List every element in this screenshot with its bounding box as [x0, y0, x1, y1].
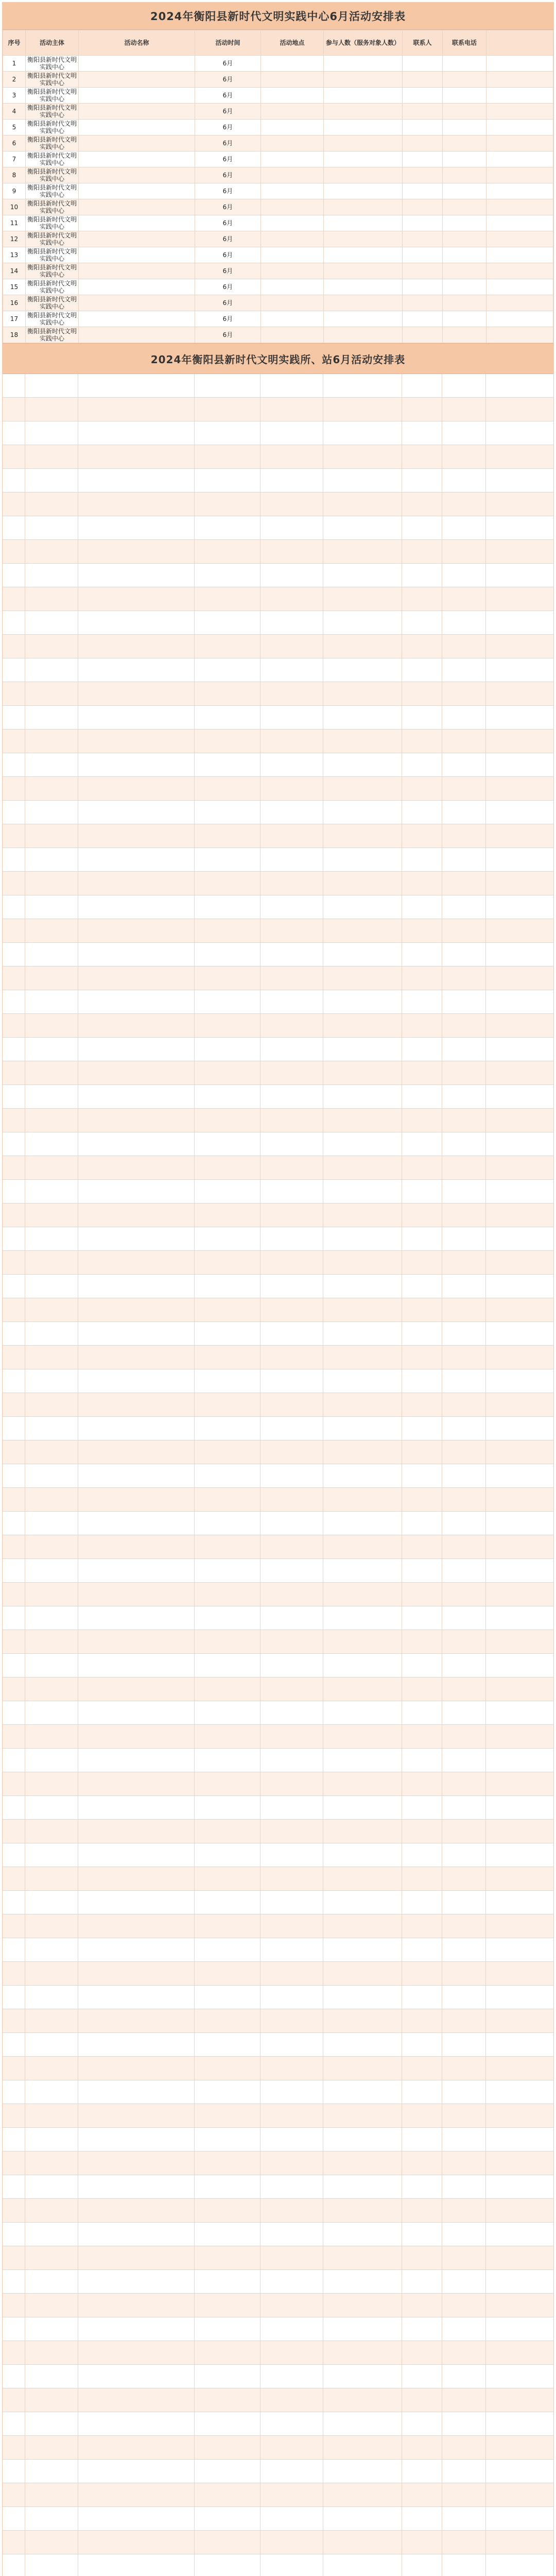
row-participants [324, 311, 403, 327]
row-phone [443, 327, 486, 343]
row-activity-name [79, 247, 195, 263]
row-time: 6月 [195, 135, 261, 151]
row-organizer: 衡阳县新时代文明实践中心 [26, 104, 79, 120]
schedule-table [3, 30, 553, 343]
row-phone [443, 135, 486, 151]
row-time: 6月 [195, 56, 261, 72]
row-extra [486, 183, 553, 199]
row-contact [403, 120, 443, 135]
row-extra [486, 215, 553, 231]
row-index: 10 [3, 199, 26, 215]
header-phone: 联系电话 [443, 30, 486, 56]
header-contact: 联系人 [403, 30, 443, 56]
row-organizer: 衡阳县新时代文明实践中心 [26, 247, 79, 263]
row-phone [443, 263, 486, 279]
row-time: 6月 [195, 231, 261, 247]
row-time: 6月 [195, 104, 261, 120]
row-phone [443, 151, 486, 167]
row-index: 2 [3, 72, 26, 88]
row-extra [486, 327, 553, 343]
table-row [3, 135, 553, 151]
row-contact [403, 88, 443, 104]
row-time: 6月 [195, 167, 261, 183]
row-extra [486, 104, 553, 120]
page-title: 2024年衡阳县新时代文明实践中心6月活动安排表 [3, 3, 553, 30]
row-participants [324, 263, 403, 279]
table-row [3, 183, 553, 199]
row-location [261, 72, 324, 88]
table-row [3, 247, 553, 263]
row-organizer: 衡阳县新时代文明实践中心 [26, 151, 79, 167]
row-participants [324, 88, 403, 104]
row-index: 7 [3, 151, 26, 167]
row-activity-name [79, 231, 195, 247]
row-time: 6月 [195, 88, 261, 104]
row-extra [486, 135, 553, 151]
row-participants [324, 56, 403, 72]
row-index: 1 [3, 56, 26, 72]
row-activity-name [79, 72, 195, 88]
row-index: 16 [3, 295, 26, 311]
row-participants [324, 151, 403, 167]
row-time: 6月 [195, 151, 261, 167]
row-location [261, 120, 324, 135]
row-organizer: 衡阳县新时代文明实践中心 [26, 135, 79, 151]
row-index: 12 [3, 231, 26, 247]
row-phone [443, 215, 486, 231]
row-phone [443, 183, 486, 199]
row-location [261, 56, 324, 72]
row-phone [443, 231, 486, 247]
row-time: 6月 [195, 263, 261, 279]
row-participants [324, 327, 403, 343]
row-participants [324, 231, 403, 247]
row-index: 15 [3, 279, 26, 295]
row-location [261, 311, 324, 327]
header-time: 活动时间 [195, 30, 261, 56]
row-extra [486, 279, 553, 295]
row-location [261, 88, 324, 104]
row-time: 6月 [195, 247, 261, 263]
row-organizer: 衡阳县新时代文明实践中心 [26, 231, 79, 247]
row-contact [403, 263, 443, 279]
row-extra [486, 56, 553, 72]
row-index: 13 [3, 247, 26, 263]
row-location [261, 199, 324, 215]
row-phone [443, 199, 486, 215]
row-time: 6月 [195, 311, 261, 327]
table-row [3, 151, 553, 167]
row-activity-name [79, 199, 195, 215]
row-participants [324, 104, 403, 120]
row-phone [443, 120, 486, 135]
row-activity-name [79, 279, 195, 295]
header-participants: 参与人数（服务对象人数） [324, 30, 403, 56]
row-extra [486, 199, 553, 215]
row-time: 6月 [195, 72, 261, 88]
table-row [3, 120, 553, 135]
table-row [3, 167, 553, 183]
row-phone [443, 295, 486, 311]
row-location [261, 295, 324, 311]
row-time: 6月 [195, 295, 261, 311]
row-organizer: 衡阳县新时代文明实践中心 [26, 327, 79, 343]
row-extra [486, 88, 553, 104]
row-location [261, 151, 324, 167]
row-participants [324, 295, 403, 311]
row-location [261, 279, 324, 295]
row-contact [403, 151, 443, 167]
row-location [261, 247, 324, 263]
row-contact [403, 56, 443, 72]
row-index: 18 [3, 327, 26, 343]
table-header-row [3, 30, 553, 56]
row-contact [403, 311, 443, 327]
row-time: 6月 [195, 279, 261, 295]
row-contact [403, 183, 443, 199]
row-index: 4 [3, 104, 26, 120]
row-location [261, 327, 324, 343]
row-activity-name [79, 88, 195, 104]
table-row [3, 88, 553, 104]
row-organizer: 衡阳县新时代文明实践中心 [26, 56, 79, 72]
table-row [3, 263, 553, 279]
activity-schedule-sheet [2, 2, 554, 2576]
row-organizer: 衡阳县新时代文明实践中心 [26, 88, 79, 104]
row-activity-name [79, 104, 195, 120]
row-extra [486, 311, 553, 327]
row-organizer: 衡阳县新时代文明实践中心 [26, 263, 79, 279]
row-participants [324, 183, 403, 199]
row-organizer: 衡阳县新时代文明实践中心 [26, 120, 79, 135]
row-index: 3 [3, 88, 26, 104]
row-location [261, 215, 324, 231]
row-phone [443, 72, 486, 88]
row-time: 6月 [195, 183, 261, 199]
row-time: 6月 [195, 327, 261, 343]
row-organizer: 衡阳县新时代文明实践中心 [26, 279, 79, 295]
row-contact [403, 104, 443, 120]
row-contact [403, 72, 443, 88]
row-extra [486, 167, 553, 183]
row-location [261, 231, 324, 247]
row-organizer: 衡阳县新时代文明实践中心 [26, 167, 79, 183]
row-phone [443, 56, 486, 72]
row-participants [324, 72, 403, 88]
row-phone [443, 104, 486, 120]
table-row [3, 56, 553, 72]
row-participants [324, 199, 403, 215]
row-time: 6月 [195, 199, 261, 215]
row-phone [443, 247, 486, 263]
row-activity-name [79, 135, 195, 151]
row-extra [486, 72, 553, 88]
table-row [3, 279, 553, 295]
row-participants [324, 215, 403, 231]
row-index: 17 [3, 311, 26, 327]
table-body-continuation [3, 374, 553, 2576]
section-title: 2024年衡阳县新时代文明实践所、站6月活动安排表 [3, 343, 553, 374]
row-extra [486, 263, 553, 279]
row-organizer: 衡阳县新时代文明实践中心 [26, 215, 79, 231]
row-contact [403, 327, 443, 343]
row-time: 6月 [195, 215, 261, 231]
row-contact [403, 279, 443, 295]
row-activity-name [79, 215, 195, 231]
row-location [261, 263, 324, 279]
row-extra [486, 231, 553, 247]
row-time: 6月 [195, 120, 261, 135]
row-contact [403, 231, 443, 247]
row-activity-name [79, 167, 195, 183]
row-extra [486, 247, 553, 263]
header-organizer: 活动主体 [26, 30, 79, 56]
row-extra [486, 120, 553, 135]
table-row [3, 72, 553, 88]
header-extra [486, 30, 553, 56]
row-contact [403, 135, 443, 151]
row-organizer: 衡阳县新时代文明实践中心 [26, 295, 79, 311]
row-organizer: 衡阳县新时代文明实践中心 [26, 183, 79, 199]
row-location [261, 167, 324, 183]
table-row [3, 295, 553, 311]
row-contact [403, 295, 443, 311]
row-index: 8 [3, 167, 26, 183]
row-contact [403, 199, 443, 215]
row-index: 11 [3, 215, 26, 231]
row-participants [324, 247, 403, 263]
table-row [3, 104, 553, 120]
row-phone [443, 88, 486, 104]
row-activity-name [79, 56, 195, 72]
row-extra [486, 151, 553, 167]
row-index: 5 [3, 120, 26, 135]
row-organizer: 衡阳县新时代文明实践中心 [26, 72, 79, 88]
row-extra [486, 295, 553, 311]
row-phone [443, 167, 486, 183]
row-index: 14 [3, 263, 26, 279]
row-organizer: 衡阳县新时代文明实践中心 [26, 311, 79, 327]
row-organizer: 衡阳县新时代文明实践中心 [26, 199, 79, 215]
header-index: 序号 [3, 30, 26, 56]
row-phone [443, 311, 486, 327]
row-contact [403, 215, 443, 231]
row-activity-name [79, 183, 195, 199]
table-row [3, 231, 553, 247]
table-row [3, 327, 553, 343]
row-activity-name [79, 120, 195, 135]
row-index: 9 [3, 183, 26, 199]
table-row [3, 199, 553, 215]
row-activity-name [79, 263, 195, 279]
row-phone [443, 279, 486, 295]
row-activity-name [79, 295, 195, 311]
row-contact [403, 247, 443, 263]
row-activity-name [79, 151, 195, 167]
row-participants [324, 135, 403, 151]
row-location [261, 104, 324, 120]
row-participants [324, 120, 403, 135]
row-participants [324, 279, 403, 295]
row-activity-name [79, 311, 195, 327]
row-participants [324, 167, 403, 183]
row-location [261, 135, 324, 151]
row-activity-name [79, 327, 195, 343]
row-index: 6 [3, 135, 26, 151]
row-contact [403, 167, 443, 183]
row-location [261, 183, 324, 199]
table-row [3, 215, 553, 231]
header-location: 活动地点 [261, 30, 324, 56]
table-row [3, 311, 553, 327]
header-activity-name: 活动名称 [79, 30, 195, 56]
